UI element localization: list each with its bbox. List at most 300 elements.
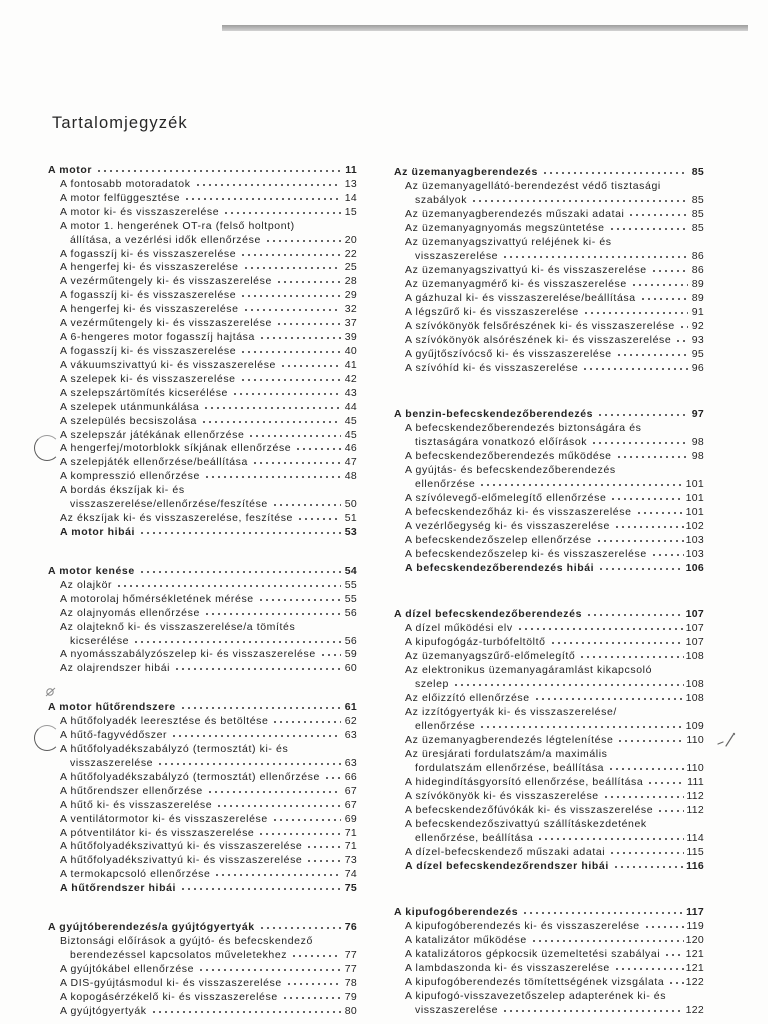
dot-leader — [265, 239, 341, 243]
toc-entry — [48, 206, 357, 220]
toc-line — [48, 387, 357, 401]
page-number: 93 — [691, 334, 704, 346]
toc-entry-title: A motor 1. hengerének OT-ra (felső holtpont) — [60, 219, 295, 232]
page-number: 47 — [344, 456, 357, 469]
toc-entry-title: A dízel befecskendezőberendezés — [394, 608, 583, 620]
stray-pen-mark — [44, 686, 58, 698]
toc-entry-title: A szívókönyök ki- és visszaszerelése — [405, 790, 599, 802]
toc-section-heading — [48, 701, 357, 715]
toc-entry — [48, 662, 357, 676]
toc-line — [394, 519, 704, 533]
toc-section — [394, 905, 704, 1017]
toc-line — [394, 705, 704, 719]
toc-line — [48, 234, 357, 248]
scan-edge-artifact — [222, 25, 748, 31]
page-number: 41 — [344, 358, 357, 371]
toc-entry — [48, 963, 357, 977]
toc-entry-title: A vezérműtengely ki- és visszaszerelése — [60, 275, 272, 288]
page-number: 79 — [344, 990, 357, 1003]
page-number: 66 — [344, 770, 357, 783]
toc-entry-title: A fontosabb motoradatok — [60, 177, 191, 190]
toc-line — [48, 164, 357, 178]
page-number: 69 — [344, 812, 357, 825]
toc-entry-title: A hengerfej ki- és visszaszerelése — [60, 261, 239, 274]
toc-line — [48, 854, 357, 868]
page-number: 37 — [344, 317, 357, 330]
dot-leader — [295, 447, 341, 451]
toc-line — [394, 947, 704, 961]
toc-line — [48, 429, 357, 443]
toc-line — [48, 275, 357, 289]
toc-entry — [394, 663, 704, 691]
dot-leader — [598, 567, 683, 571]
page-number: 117 — [686, 906, 704, 918]
dot-leader — [453, 683, 684, 687]
toc-entry-title: A hengerfej/motorblokk síkjának ellenőrzése — [60, 442, 292, 455]
toc-line — [48, 868, 357, 882]
toc-entry-title: A befecskendezőszelep ellenőrzése — [405, 534, 592, 546]
dot-leader — [675, 339, 688, 343]
page-number: 89 — [691, 278, 704, 290]
toc-line — [48, 840, 357, 854]
toc-entry-title: A katalizátor működése — [405, 934, 527, 946]
toc-entry — [48, 442, 357, 456]
toc-line — [48, 882, 357, 896]
dot-leader — [198, 968, 341, 972]
dot-leader — [203, 406, 341, 410]
page-number: 85 — [691, 194, 704, 206]
toc-entry-title: Az üzemanyagnyomás megszüntetése — [405, 222, 605, 234]
toc-line — [48, 178, 357, 192]
toc-entry — [394, 305, 704, 319]
toc-entry — [394, 975, 704, 989]
toc-line — [394, 817, 704, 831]
toc-entry-title: A hengerfej ki- és visszaszerelése — [60, 303, 239, 316]
toc-line — [394, 635, 704, 649]
toc-line — [48, 935, 357, 949]
toc-line — [48, 565, 357, 579]
toc-line — [394, 477, 704, 491]
dot-leader — [280, 364, 341, 368]
toc-entry — [394, 361, 704, 375]
toc-section — [394, 607, 704, 873]
dot-leader — [214, 873, 341, 877]
toc-entry — [48, 317, 357, 331]
toc-entry — [48, 854, 357, 868]
toc-entry — [394, 221, 704, 235]
toc-column-left — [48, 164, 357, 1019]
toc-entry — [394, 859, 704, 873]
toc-entry — [394, 505, 704, 519]
toc-entry — [394, 919, 704, 933]
page-number: 120 — [685, 934, 704, 946]
toc-entry — [48, 729, 357, 743]
toc-line — [394, 207, 704, 221]
toc-entry — [48, 387, 357, 401]
toc-entry — [48, 882, 357, 896]
toc-line — [48, 373, 357, 387]
page-number: 71 — [344, 826, 357, 839]
dot-leader — [324, 776, 341, 780]
dot-leader — [522, 911, 684, 915]
dot-leader — [240, 350, 341, 354]
page-number: 67 — [344, 798, 357, 811]
page-number: 108 — [685, 692, 704, 704]
toc-line — [394, 989, 704, 1003]
toc-entry-title: A hűtő ki- és visszaszerelése — [60, 798, 213, 811]
toc-line — [48, 662, 357, 676]
toc-entry-title: A befecskendezőszelep ki- és visszaszerelése — [405, 548, 647, 560]
dot-leader — [479, 725, 683, 729]
page-number: 101 — [685, 478, 704, 490]
page-number: 121 — [685, 962, 704, 974]
toc-line — [48, 359, 357, 373]
page-title: Tartalomjegyzék — [52, 114, 188, 132]
dot-leader — [631, 283, 688, 287]
toc-line — [394, 505, 704, 519]
toc-line — [48, 1005, 357, 1019]
toc-entry — [48, 799, 357, 813]
toc-entry-title: A dízel működési elv — [405, 622, 513, 634]
dot-leader — [579, 655, 683, 659]
toc-line — [48, 785, 357, 799]
dot-leader — [204, 612, 341, 616]
page-number: 20 — [344, 233, 357, 246]
page-number: 71 — [344, 840, 357, 853]
toc-entry-title: A 6-hengeres motor fogasszíj hajtása — [60, 331, 255, 344]
toc-entry-title: Az üresjárati fordulatszám/a maximális — [405, 748, 608, 760]
toc-entry — [394, 347, 704, 361]
toc-line — [48, 921, 357, 935]
toc-line — [394, 789, 704, 803]
dot-leader — [306, 859, 341, 863]
dot-leader — [174, 667, 341, 671]
toc-entry — [48, 484, 357, 512]
toc-entry — [394, 207, 704, 221]
toc-entry — [48, 415, 357, 429]
toc-line — [394, 421, 704, 435]
page-number: 107 — [685, 608, 704, 620]
toc-entry — [48, 248, 357, 262]
dot-leader — [259, 336, 341, 340]
toc-line — [48, 827, 357, 841]
toc-entry-title: A befecskendezőberendezés hibái — [405, 562, 595, 574]
page-number: 114 — [686, 832, 704, 844]
dot-leader — [282, 996, 341, 1000]
page-number: 122 — [685, 976, 704, 988]
page-number: 25 — [344, 261, 357, 274]
toc-line — [48, 579, 357, 593]
page-number: 85 — [691, 208, 704, 220]
toc-line — [48, 512, 357, 526]
toc-entry — [48, 526, 357, 540]
page-number: 76 — [344, 921, 357, 934]
dot-leader — [471, 199, 688, 203]
page-number: 77 — [344, 949, 357, 962]
toc-line — [394, 933, 704, 947]
dot-leader — [216, 804, 341, 808]
toc-entry-title: A hűtőfolyadékszabályzó (termosztát) ki- és — [60, 743, 289, 756]
page-number: 56 — [344, 606, 357, 619]
toc-entry-title: tisztaságára vonatkozó előírások — [415, 436, 588, 448]
toc-entry-title: visszaszerelése — [415, 1004, 499, 1016]
toc-entry — [394, 277, 704, 291]
dot-leader — [679, 325, 688, 329]
toc-entry — [48, 771, 357, 785]
toc-entry-title: A benzin-befecskendezőberendezés — [394, 408, 594, 420]
toc-entry — [48, 593, 357, 607]
dot-leader — [502, 255, 688, 259]
toc-entry-title: A szelepszártömítés kicserélése — [60, 386, 228, 399]
toc-entry — [48, 813, 357, 827]
toc-entry-title: A motor — [48, 164, 93, 176]
toc-entry-title: Az ékszíjak ki- és visszaszerelése, feszítése — [60, 512, 293, 525]
page-number: 121 — [685, 948, 704, 960]
toc-entry-title: A befecskendezőszivattyú szállításkezdetének — [405, 818, 647, 830]
toc-line — [394, 235, 704, 249]
toc-line — [394, 165, 704, 179]
toc-entry — [394, 421, 704, 449]
toc-entry — [394, 319, 704, 333]
toc-line — [48, 593, 357, 607]
dot-leader — [613, 865, 684, 869]
toc-entry-title: Az olajteknő ki- és visszaszerelése/a tömítés — [60, 620, 296, 633]
toc-entry — [394, 817, 704, 845]
page-number: 48 — [344, 470, 357, 483]
toc-entry-title: Az üzemanyagberendezés — [394, 166, 538, 178]
toc-entry-title: Az üzemanyagmérő ki- és visszaszerelése — [405, 278, 627, 290]
toc-line — [48, 813, 357, 827]
toc-entry-title: ellenőrzése — [415, 720, 476, 732]
toc-line — [394, 547, 704, 561]
page-number: 85 — [691, 222, 704, 234]
toc-entry-title: A szívókönyök felsőrészének ki- és visszaszerelése — [405, 320, 675, 332]
toc-entry — [394, 747, 704, 775]
toc-line — [394, 179, 704, 193]
toc-entry-title: Az üzemanyagszivattyú reléjének ki- és — [405, 236, 612, 248]
toc-line — [394, 919, 704, 933]
toc-line — [394, 449, 704, 463]
page-number: 32 — [344, 303, 357, 316]
toc-entry — [394, 845, 704, 859]
page-number: 61 — [344, 701, 357, 714]
dot-leader — [139, 570, 341, 574]
dot-leader — [272, 503, 341, 507]
page-number: 80 — [344, 1004, 357, 1017]
page-number: 106 — [685, 562, 704, 574]
dot-leader — [534, 697, 684, 701]
toc-line — [394, 193, 704, 207]
page-number: 44 — [344, 400, 357, 413]
page-number: 103 — [685, 548, 704, 560]
toc-entry-title: A pótventilátor ki- és visszaszerelése — [60, 826, 255, 839]
toc-entry — [48, 785, 357, 799]
toc-entry-title: A dízel befecskendezőrendszer hibái — [405, 860, 609, 872]
toc-line — [394, 533, 704, 547]
page-number: 89 — [691, 292, 704, 304]
toc-entry-title: Az üzemanyagszivattyú ki- és visszaszerelése — [405, 264, 647, 276]
page-number: 98 — [691, 450, 704, 462]
page-number: 86 — [691, 264, 704, 276]
toc-line — [394, 305, 704, 319]
toc-section-heading — [394, 165, 704, 179]
toc-entry-title: Biztonsági előírások a gyújtó- és befecskendező — [60, 935, 313, 948]
dot-leader — [636, 511, 684, 515]
toc-line — [48, 757, 357, 771]
toc-entry-title: A befecskendezőberendezés biztonságára és — [405, 422, 642, 434]
toc-entry-title: A szelepszár játékának ellenőrzése — [60, 428, 245, 441]
toc-line — [48, 799, 357, 813]
toc-entry-title: kicserélése — [70, 634, 130, 647]
page-number: 98 — [691, 436, 704, 448]
page-number: 75 — [344, 882, 357, 895]
toc-section — [394, 407, 704, 575]
dot-leader — [252, 461, 341, 465]
toc-entry-title: A fogasszíj ki- és visszaszerelése — [60, 247, 237, 260]
toc-entry-title: Az olajrendszer hibái — [60, 662, 171, 675]
toc-entry-title: A hűtőrendszer hibái — [60, 882, 177, 895]
page-number: 116 — [686, 860, 704, 872]
toc-line — [48, 977, 357, 991]
toc-entry-title: A ventilátormotor ki- és visszaszerelése — [60, 812, 268, 825]
toc-entry — [48, 303, 357, 317]
dot-leader — [291, 954, 341, 958]
dot-leader — [647, 781, 685, 785]
toc-entry-title: A befecskendezőfúvókák ki- és visszaszerelése — [405, 804, 654, 816]
page-number: 74 — [344, 868, 357, 881]
dot-leader — [628, 213, 688, 217]
toc-line — [394, 291, 704, 305]
dot-leader — [204, 475, 341, 479]
page-number: 54 — [344, 564, 357, 577]
dot-leader — [517, 627, 684, 631]
dot-leader — [668, 981, 683, 985]
dot-leader — [644, 925, 685, 929]
page-number: 78 — [344, 976, 357, 989]
dot-leader — [240, 378, 341, 382]
dot-leader — [651, 553, 684, 557]
toc-entry-title: A gyújtóberendezés/a gyújtógyertyák — [48, 921, 255, 934]
page-number: 67 — [344, 784, 357, 797]
toc-entry — [48, 1005, 357, 1019]
toc-entry — [394, 491, 704, 505]
toc-entry — [394, 789, 704, 803]
toc-entry — [394, 263, 704, 277]
dot-leader — [586, 613, 684, 617]
toc-line — [48, 248, 357, 262]
toc-entry — [48, 607, 357, 621]
toc-section-heading — [48, 565, 357, 579]
toc-line — [394, 803, 704, 817]
toc-entry-title: visszaszerelése — [70, 756, 154, 769]
toc-entry-title: A motor hűtőrendszere — [48, 701, 176, 714]
toc-line — [394, 277, 704, 291]
dot-leader — [640, 297, 688, 301]
page-number: 39 — [344, 331, 357, 344]
toc-entry — [394, 449, 704, 463]
dot-leader — [116, 584, 341, 588]
dot-leader — [180, 887, 341, 891]
page-number: 45 — [344, 414, 357, 427]
toc-line — [48, 949, 357, 963]
toc-line — [394, 961, 704, 975]
toc-entry — [48, 621, 357, 649]
toc-line — [48, 261, 357, 275]
toc-line — [394, 677, 704, 691]
toc-entry — [394, 933, 704, 947]
toc-line — [48, 415, 357, 429]
toc-line — [394, 333, 704, 347]
page-number: 95 — [691, 348, 704, 360]
toc-entry — [394, 179, 704, 207]
toc-entry-title: A katalizátoros gépkocsik üzemeltetési szabályai — [405, 948, 661, 960]
page-number: 55 — [344, 578, 357, 591]
toc-entry-title: A kopogásérzékelő ki- és visszaszerelése — [60, 990, 278, 1003]
toc-line — [394, 761, 704, 775]
dot-leader — [180, 706, 341, 710]
toc-entry-title: A hűtőfolyadékszivattyú ki- és visszaszerelése — [60, 840, 303, 853]
toc-entry-title: A motor hibái — [60, 525, 136, 538]
toc-entry — [48, 220, 357, 248]
toc-line — [394, 905, 704, 919]
page-number: 29 — [344, 289, 357, 302]
toc-entry-title: A gázhuzal ki- és visszaszerelése/beállítása — [405, 292, 636, 304]
toc-entry-title: A szívókönyök alsórészének ki- és visszaszerelése — [405, 334, 672, 346]
toc-entry-title: Az olajkör — [60, 578, 113, 591]
toc-entry-title: A fogasszíj ki- és visszaszerelése — [60, 289, 237, 302]
dot-leader — [201, 420, 341, 424]
toc-entry-title: A motor ki- és visszaszerelése — [60, 205, 220, 218]
dot-leader — [232, 392, 341, 396]
toc-line — [394, 435, 704, 449]
toc-entry-title: visszaszerelése/ellenőrzése/feszítése — [70, 498, 268, 511]
toc-entry-title: A motorolaj hőmérsékletének mérése — [60, 592, 254, 605]
toc-line — [394, 975, 704, 989]
toc-entry-title: ellenőrzése, beállítása — [415, 832, 534, 844]
page-number: 110 — [686, 762, 704, 774]
toc-entry-title: A hűtőfolyadék leeresztése és betöltése — [60, 715, 269, 728]
page-number: 101 — [685, 506, 704, 518]
page-number: 108 — [685, 650, 704, 662]
toc-entry-title: berendezéssel kapcsolatos műveletekhez — [70, 949, 288, 962]
page-number: 51 — [344, 512, 357, 525]
page-number: 112 — [686, 804, 704, 816]
toc-line — [394, 691, 704, 705]
page-number: 110 — [686, 734, 704, 746]
toc-entry — [48, 345, 357, 359]
toc-entry-title: A hidegindításgyorsító ellenőrzése, beállítása — [405, 776, 644, 788]
toc-entry — [394, 533, 704, 547]
dot-leader — [502, 1009, 683, 1013]
toc-entry-title: A bordás ékszíjak ki- és — [60, 484, 185, 497]
toc-entry — [48, 991, 357, 1005]
toc-line — [48, 648, 357, 662]
page-number: 92 — [691, 320, 704, 332]
toc-entry-title: visszaszerelése — [415, 250, 499, 262]
toc-entry-title: A hűtőfolyadékszivattyú ki- és visszaszerelése — [60, 854, 303, 867]
toc-line — [48, 470, 357, 484]
toc-section-heading — [394, 407, 704, 421]
dot-leader — [609, 851, 684, 855]
dot-leader — [591, 441, 688, 445]
dot-leader — [603, 795, 685, 799]
toc-line — [394, 831, 704, 845]
toc-entry-title: A gyújtókábel ellenőrzése — [60, 962, 195, 975]
toc-entry — [394, 775, 704, 789]
dot-leader — [259, 926, 341, 930]
page-number: 53 — [344, 525, 357, 538]
dot-leader — [550, 641, 684, 645]
